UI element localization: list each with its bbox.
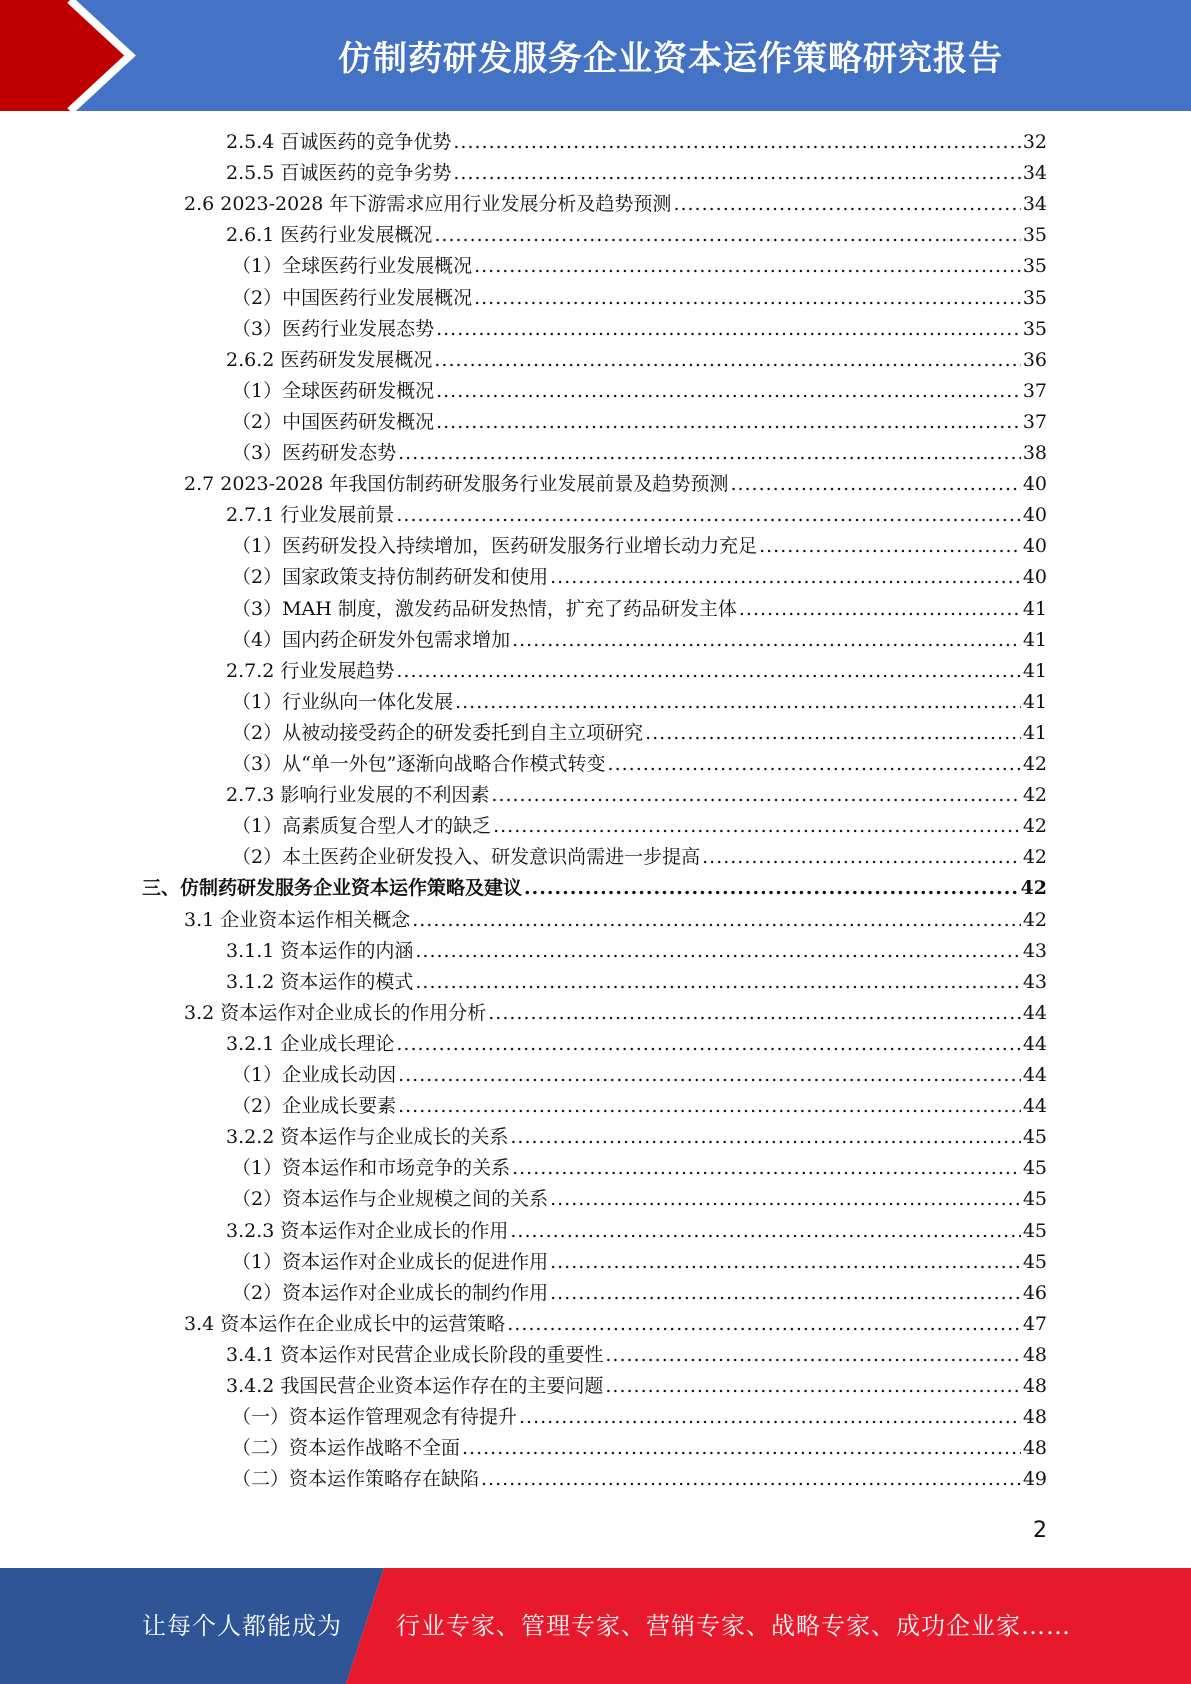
toc-leader-dots	[481, 1464, 1021, 1495]
toc-entry[interactable]	[226, 1371, 1047, 1402]
toc-leader-dots	[436, 407, 1021, 438]
toc-entry-label: （3）医药研发态势	[232, 442, 397, 464]
toc-entry-page: 45	[1022, 1188, 1047, 1211]
toc-entry-label: 3.4.1 资本运作对民营企业成长阶段的重要性	[226, 1343, 604, 1366]
toc-leader-dots	[673, 189, 1020, 220]
toc-entry[interactable]	[184, 189, 1047, 220]
toc-leader-dots	[412, 905, 1021, 936]
toc-entry-page: 48	[1022, 1437, 1047, 1460]
toc-entry[interactable]	[232, 438, 1047, 469]
toc-entry-page: 42	[1022, 846, 1047, 869]
toc-leader-dots	[519, 1402, 1021, 1433]
toc-entry[interactable]	[232, 1402, 1047, 1433]
toc-entry-page: 42	[1022, 753, 1047, 775]
toc-entry[interactable]	[226, 127, 1047, 158]
toc-leader-dots	[730, 469, 1020, 500]
toc-entry[interactable]	[232, 718, 1047, 749]
toc-leader-dots	[739, 594, 1021, 625]
toc-entry[interactable]	[232, 562, 1047, 593]
toc-entry[interactable]	[232, 749, 1047, 780]
toc-leader-dots	[550, 1278, 1021, 1309]
toc-leader-dots	[605, 1371, 1020, 1402]
toc-entry-label: （2）中国医药行业发展概况	[232, 286, 473, 309]
toc-entry[interactable]	[232, 1184, 1047, 1215]
toc-entry[interactable]	[142, 873, 1047, 904]
toc-entry[interactable]	[226, 1029, 1047, 1060]
toc-entry-page: 35	[1022, 255, 1047, 278]
toc-entry-label: （一）资本运作管理观念有待提升	[232, 1406, 518, 1429]
toc-leader-dots	[453, 127, 1020, 158]
toc-entry-page: 47	[1022, 1312, 1047, 1335]
toc-entry-label: （2）本土医药企业研发投入、研发意识尚需进一步提高	[232, 846, 701, 869]
toc-entry-page: 36	[1022, 348, 1047, 371]
toc-entry-label: 3.4 资本运作在企业成长中的运营策略	[184, 1312, 506, 1335]
toc-leader-dots	[415, 936, 1020, 967]
toc-entry-page: 42	[1022, 815, 1047, 838]
toc-leader-dots	[702, 842, 1021, 873]
toc-entry[interactable]	[232, 376, 1047, 407]
toc-entry[interactable]	[184, 469, 1047, 500]
toc-entry[interactable]	[226, 500, 1047, 531]
toc-entry[interactable]	[232, 811, 1047, 842]
toc-entry-label: 3.4.2 我国民营企业资本运作存在的主要问题	[226, 1375, 604, 1397]
toc-leader-dots	[524, 873, 1019, 904]
toc-leader-dots	[462, 1433, 1021, 1464]
toc-entry-label: （4）国内药企研发外包需求增加	[232, 628, 511, 651]
toc-entry[interactable]	[232, 407, 1047, 438]
toc-entry[interactable]	[232, 283, 1047, 314]
toc-entry-label: （1）资本运作对企业成长的促进作用	[232, 1250, 549, 1273]
toc-entry-page: 41	[1022, 597, 1047, 620]
toc-leader-dots	[434, 220, 1020, 251]
toc-entry[interactable]	[226, 220, 1047, 251]
toc-entry-label: （3）医药行业发展态势	[232, 317, 435, 340]
toc-entry-label: 3.1 企业资本运作相关概念	[184, 908, 411, 931]
toc-entry-label: （二）资本运作策略存在缺陷	[232, 1468, 480, 1491]
toc-entry-label: （1）全球医药研发概况	[232, 379, 435, 402]
toc-entry-label: （二）资本运作战略不全面	[232, 1437, 461, 1460]
toc-entry-page: 48	[1022, 1406, 1047, 1429]
toc-leader-dots	[396, 500, 1020, 531]
toc-entry-label: （3）MAH 制度，激发药品研发热情，扩充了药品研发主体	[232, 597, 737, 620]
footer-banner	[0, 1568, 1191, 1684]
toc-leader-dots	[453, 158, 1020, 189]
toc-entry-label: 2.7.3 影响行业发展的不利因素	[226, 784, 490, 807]
toc-leader-dots	[436, 376, 1021, 407]
toc-entry-page: 46	[1022, 1281, 1047, 1304]
toc-leader-dots	[759, 531, 1021, 562]
toc-entry[interactable]	[226, 1122, 1047, 1153]
toc-entry-label: 2.5.4 百诚医药的竞争优势	[226, 131, 452, 153]
toc-entry-label: 三、仿制药研发服务企业资本运作策略及建议	[142, 877, 523, 900]
toc-leader-dots	[455, 687, 1021, 718]
page-number: 2	[1033, 1518, 1047, 1543]
toc-entry-label: 2.7 2023-2028 年我国仿制药研发服务行业发展前景及趋势预测	[184, 473, 729, 496]
toc-entry-page: 45	[1022, 1219, 1047, 1242]
toc-entry[interactable]	[232, 1433, 1047, 1464]
toc-entry[interactable]	[232, 1247, 1047, 1278]
toc-entry-label: （1）高素质复合型人才的缺乏	[232, 815, 492, 838]
toc-entry[interactable]	[232, 1153, 1047, 1184]
toc-entry-label: 3.2 资本运作对企业成长的作用分析	[184, 1001, 487, 1024]
toc-entry[interactable]	[232, 1464, 1047, 1495]
toc-entry-page: 48	[1022, 1375, 1047, 1397]
toc-entry[interactable]	[226, 967, 1047, 998]
toc-entry-page: 45	[1022, 1157, 1047, 1180]
toc-entry-label: （2）资本运作与企业规模之间的关系	[232, 1188, 549, 1211]
toc-leader-dots	[491, 780, 1020, 811]
toc-entry-label: 2.5.5 百诚医药的竞争劣势	[226, 162, 452, 185]
toc-entry[interactable]	[232, 625, 1047, 656]
toc-leader-dots	[398, 1060, 1021, 1091]
toc-entry-label: 3.2.3 资本运作对企业成长的作用	[226, 1219, 509, 1242]
toc-leader-dots	[398, 1091, 1021, 1122]
toc-entry-label: （1）全球医药行业发展概况	[232, 255, 473, 278]
toc-entry-label: 2.7.2 行业发展趋势	[226, 659, 395, 682]
toc-entry-page: 41	[1022, 659, 1047, 682]
toc-leader-dots	[398, 438, 1021, 469]
toc-entry[interactable]	[232, 531, 1047, 562]
toc-entry-page: 41	[1022, 628, 1047, 651]
toc-entry-page: 43	[1022, 970, 1047, 993]
toc-entry-page: 48	[1022, 1343, 1047, 1366]
toc-leader-dots	[507, 1309, 1021, 1340]
toc-entry-page: 42	[1020, 877, 1047, 900]
toc-entry[interactable]	[226, 1216, 1047, 1247]
toc-entry-label: 3.1.1 资本运作的内涵	[226, 939, 414, 962]
toc-leader-dots	[512, 1153, 1021, 1184]
toc-entry-page: 34	[1022, 193, 1047, 216]
toc-leader-dots	[474, 283, 1021, 314]
toc-leader-dots	[512, 625, 1021, 656]
toc-entry-label: （1）资本运作和市场竞争的关系	[232, 1157, 511, 1180]
toc-entry[interactable]	[184, 998, 1047, 1029]
toc-entry-page: 45	[1022, 1126, 1047, 1149]
footer-slogan-right: 行业专家、管理专家、营销专家、战略专家、成功企业家……	[396, 1612, 1071, 1640]
toc-leader-dots	[396, 1029, 1020, 1060]
toc-entry-label: （2）资本运作对企业成长的制约作用	[232, 1281, 549, 1304]
toc-leader-dots	[436, 314, 1021, 345]
toc-entry-page: 34	[1022, 162, 1047, 185]
toc-entry-label: （2）国家政策支持仿制药研发和使用	[232, 566, 549, 589]
toc-leader-dots	[510, 1216, 1020, 1247]
toc-entry-label: （1）医药研发投入持续增加，医药研发服务行业增长动力充足	[232, 535, 758, 558]
toc-entry-page: 41	[1022, 690, 1047, 713]
toc-leader-dots	[493, 811, 1021, 842]
toc-entry-page: 37	[1022, 379, 1047, 402]
toc-entry-label: 2.6 2023-2028 年下游需求应用行业发展分析及趋势预测	[184, 193, 672, 216]
toc-entry-label: 2.7.1 行业发展前景	[226, 504, 395, 527]
toc-entry-page: 35	[1022, 317, 1047, 340]
report-title: 仿制药研发服务企业资本运作策略研究报告	[338, 39, 1003, 79]
toc-leader-dots	[434, 345, 1020, 376]
toc-entry-page: 35	[1022, 224, 1047, 247]
toc-leader-dots	[510, 1122, 1020, 1153]
toc-entry-page: 44	[1022, 1001, 1047, 1024]
footer-slogan-left: 让每个人都能成为	[142, 1612, 342, 1640]
toc-entry-page: 32	[1022, 131, 1047, 153]
toc-leader-dots	[608, 749, 1021, 780]
toc-entry-page: 49	[1022, 1468, 1047, 1491]
header-banner	[0, 0, 1191, 111]
toc-leader-dots	[605, 1340, 1020, 1371]
toc-leader-dots	[488, 998, 1021, 1029]
toc-entry[interactable]	[232, 687, 1047, 718]
toc-entry-page: 37	[1022, 410, 1047, 433]
toc-entry-label: 3.2.2 资本运作与企业成长的关系	[226, 1126, 509, 1149]
toc-entry-label: （1）行业纵向一体化发展	[232, 690, 454, 713]
toc-entry-label: （2）中国医药研发概况	[232, 410, 435, 433]
toc-entry-page: 40	[1022, 473, 1047, 496]
toc-entry-label: 2.6.1 医药行业发展概况	[226, 224, 433, 247]
toc-entry-label: 2.6.2 医药研发发展概况	[226, 348, 433, 371]
toc-entry-page: 35	[1022, 286, 1047, 309]
toc-entry-label: 3.2.1 企业成长理论	[226, 1032, 395, 1055]
toc-entry[interactable]	[232, 594, 1047, 625]
toc-entry[interactable]	[232, 1060, 1047, 1091]
toc-leader-dots	[550, 1184, 1021, 1215]
toc-entry-page: 44	[1022, 1095, 1047, 1118]
toc-entry-page: 44	[1022, 1032, 1047, 1055]
toc-entry-label: 3.1.2 资本运作的模式	[226, 970, 414, 993]
toc-entry[interactable]	[226, 936, 1047, 967]
toc-entry-page: 40	[1022, 535, 1047, 558]
toc-entry[interactable]	[232, 842, 1047, 873]
toc-entry-page: 43	[1022, 939, 1047, 962]
toc-entry-page: 42	[1022, 908, 1047, 931]
toc-entry[interactable]	[226, 158, 1047, 189]
toc-leader-dots	[550, 562, 1021, 593]
toc-entry-label: （2）从被动接受药企的研发委托到自主立项研究	[232, 721, 644, 744]
toc-entry[interactable]	[232, 1091, 1047, 1122]
toc-leader-dots	[474, 251, 1021, 282]
toc-leader-dots	[396, 656, 1020, 687]
toc-entry[interactable]	[232, 314, 1047, 345]
toc-entry[interactable]	[226, 780, 1047, 811]
toc-entry[interactable]	[226, 1340, 1047, 1371]
toc-entry[interactable]	[226, 345, 1047, 376]
toc-entry[interactable]	[184, 905, 1047, 936]
toc-entry-label: （2）企业成长要素	[232, 1095, 397, 1118]
toc-entry-page: 42	[1022, 784, 1047, 807]
toc-leader-dots	[415, 967, 1020, 998]
toc-entry-page: 38	[1022, 442, 1047, 464]
toc-entry-page: 44	[1022, 1064, 1047, 1086]
toc-entry[interactable]	[184, 1309, 1047, 1340]
toc-entry[interactable]	[226, 656, 1047, 687]
header-arrow-icon	[0, 0, 150, 111]
toc-entry-page: 40	[1022, 504, 1047, 527]
toc-entry-page: 45	[1022, 1250, 1047, 1273]
toc-entry-label: （3）从“单一外包”逐渐向战略合作模式转变	[232, 753, 606, 775]
toc-entry[interactable]	[232, 251, 1047, 282]
toc-leader-dots	[645, 718, 1021, 749]
toc-leader-dots	[550, 1247, 1021, 1278]
toc-entry-label: （1）企业成长动因	[232, 1064, 397, 1086]
toc-entry[interactable]	[232, 1278, 1047, 1309]
toc-entry-page: 41	[1022, 721, 1047, 744]
toc-entry-page: 40	[1022, 566, 1047, 589]
